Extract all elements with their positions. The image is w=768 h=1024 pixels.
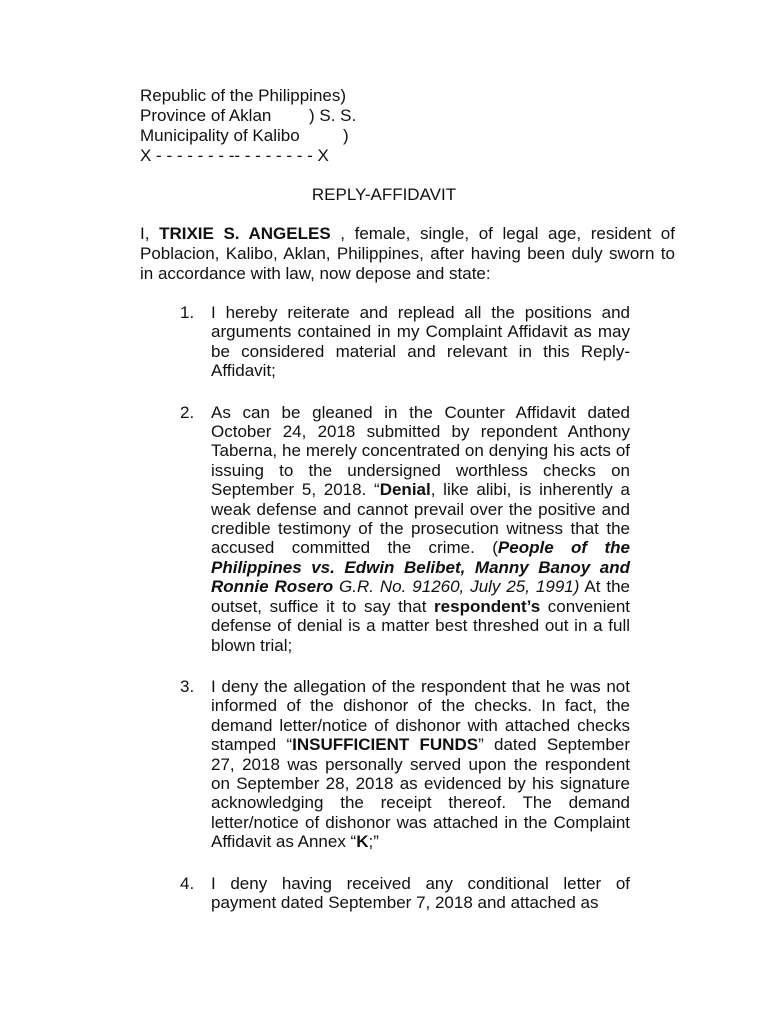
intro-text: , female, single, of legal age, resident of Poblacion, Kalibo, Aklan, Philippines, after having been duly sworn to in accordance with law, now depose and state:: [140, 224, 675, 283]
item-text-part: ;”: [368, 832, 379, 852]
item-number: 1.: [180, 303, 195, 322]
item-text-part: I deny the allegation of the respondent that he was not informed of the dishonor of the checks. In fact, the demand letter/notice of dishonor with attached checks stamped “: [211, 676, 630, 755]
list-item: [180, 403, 630, 655]
caption-line-republic: [140, 86, 356, 106]
item-text-bold: Denial: [379, 480, 431, 500]
item-text: [211, 403, 630, 655]
item-text-bold: INSUFFICIENT FUNDS: [292, 735, 479, 755]
numbered-list: [180, 303, 630, 934]
item-number: 4.: [180, 873, 195, 893]
case-citation: People of the Philippines vs. Edwin Belibet, Manny Banoy and Ronnie Rosero: [211, 538, 630, 597]
caption-ss-text: ) S. S.: [309, 106, 357, 125]
item-text-part: At the outset, suffice it to say that: [211, 577, 630, 616]
caption-republic-text: Republic of the Philippines): [140, 86, 347, 105]
caption-paren-text: ): [343, 126, 349, 145]
document-title: REPLY-AFFIDAVIT: [311, 185, 457, 204]
item-number: 3.: [180, 676, 195, 696]
list-item: [180, 303, 630, 381]
caption-line-municipality: [140, 126, 356, 146]
intro-paragraph: [140, 224, 675, 284]
item-number: 2.: [180, 402, 195, 422]
item-text-part: As can be gleaned in the Counter Affidavit dated October 24, 2018 submitted by repondent Anthony Taberna, he merely concentrated on denying his acts of issuing to the undersigned worthless checks on September 5, 2018. “: [211, 402, 630, 500]
venue-caption: [140, 86, 356, 166]
caption-line-province: [140, 106, 356, 126]
intro-prefix: I,: [140, 224, 150, 243]
caption-municipality-text: Municipality of Kalibo: [140, 126, 300, 145]
list-item: [180, 677, 630, 852]
item-text-part: ” dated September 27, 2018 was personally served upon the respondent on September 28, 2018 as evidenced by his signature acknowledging the receipt thereof. The demand letter/notice of dishonor was attached in the Complaint Affidavit as Annex “: [211, 735, 630, 852]
case-reference: G.R. No. 91260, July 25, 1991): [333, 577, 580, 597]
item-text: I deny having received any conditional letter of payment dated September 7, 2018 and attached as: [211, 873, 630, 912]
item-text: [211, 677, 630, 852]
caption-separator-text: X - - - - - - - -- - - - - - - - X: [140, 146, 329, 165]
item-text-bold: K: [356, 832, 369, 852]
item-text-part: convenient defense of denial is a matter best threshed out in a full blown trial;: [211, 596, 630, 655]
list-item: [180, 874, 630, 913]
caption-line-separator: [140, 146, 356, 166]
caption-province-text: Province of Aklan: [140, 106, 272, 125]
item-text-part: , like alibi, is inherently a weak defense and cannot prevail over the positive and credible testimony of the prosecution witness that the accused committed the crime. (: [211, 480, 630, 558]
item-text: I hereby reiterate and replead all the positions and arguments contained in my Complaint Affidavit as may be considered material and relevant in this Reply-Affidavit;: [211, 303, 630, 381]
item-text-bold: respondent’s: [434, 596, 541, 616]
affiant-name: TRIXIE S. ANGELES: [159, 224, 331, 243]
